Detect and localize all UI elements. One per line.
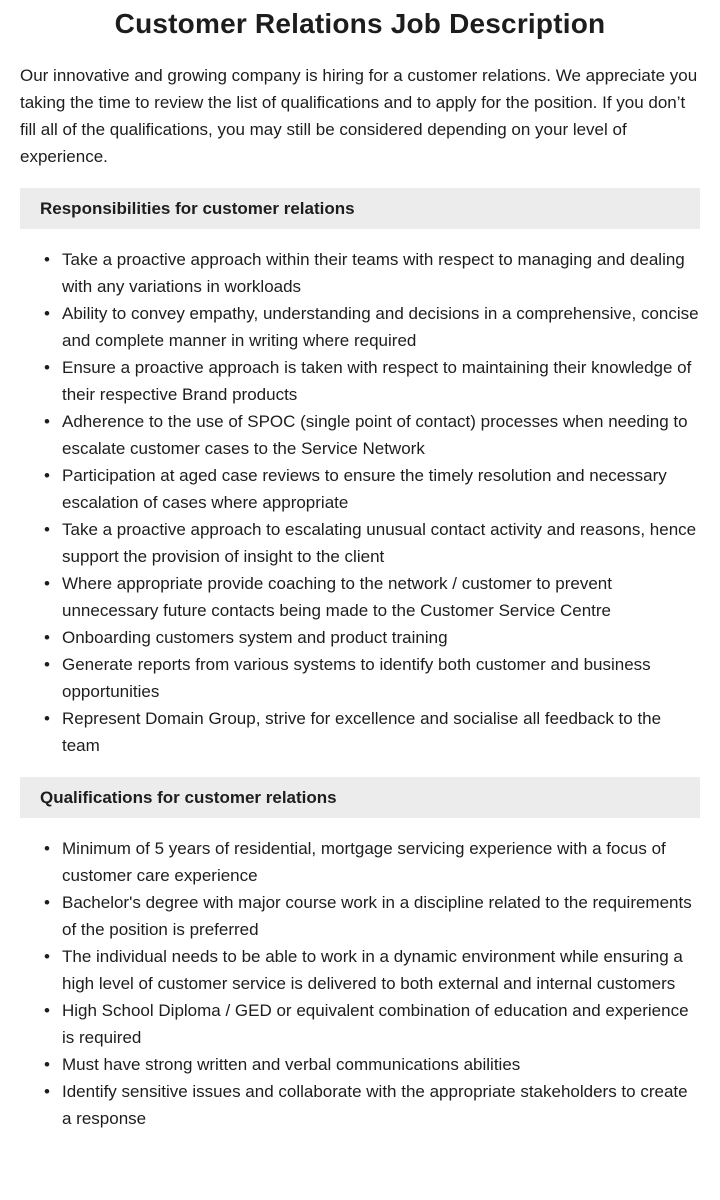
list-item: • Ability to convey empathy, understanding and decisions in a comprehensive, concise and complete manner in writing where required bbox=[20, 300, 700, 354]
section-qualifications bbox=[20, 777, 700, 1132]
page-title: Customer Relations Job Description bbox=[114, 8, 606, 39]
list-item: • Adherence to the use of SPOC (single point of contact) processes when needing to escalate customer cases to the Service Network bbox=[20, 408, 700, 462]
list-item: • Bachelor's degree with major course work in a discipline related to the requirements of the position is preferred bbox=[20, 889, 700, 943]
qualifications-list bbox=[20, 835, 700, 1132]
list-item: • Participation at aged case reviews to ensure the timely resolution and necessary escalation of cases where appropriate bbox=[20, 462, 700, 516]
list-item: • Where appropriate provide coaching to the network / customer to prevent unnecessary future contacts being made to the Customer Service Centre bbox=[20, 570, 700, 624]
list-item: • High School Diploma / GED or equivalent combination of education and experience is required bbox=[20, 997, 700, 1051]
list-item: • Identify sensitive issues and collaborate with the appropriate stakeholders to create a response bbox=[20, 1078, 700, 1132]
list-item: • Generate reports from various systems to identify both customer and business opportunities bbox=[20, 651, 700, 705]
section-heading-qualifications: Qualifications for customer relations bbox=[20, 777, 700, 818]
list-item: • Onboarding customers system and product training bbox=[20, 624, 700, 651]
list-item: • The individual needs to be able to work in a dynamic environment while ensuring a high level of customer service is delivered to both external and internal customers bbox=[20, 943, 700, 997]
list-item: • Take a proactive approach to escalating unusual contact activity and reasons, hence support the provision of insight to the client bbox=[20, 516, 700, 570]
intro-paragraph: Our innovative and growing company is hiring for a customer relations. We appreciate you taking the time to review the list of qualifications and to apply for the position. If you don’t fill all of the qualifications, you may still be considered depending on your level of experience. bbox=[20, 66, 698, 166]
section-heading-responsibilities: Responsibilities for customer relations bbox=[20, 188, 700, 229]
list-item: • Minimum of 5 years of residential, mortgage servicing experience with a focus of customer care experience bbox=[20, 835, 700, 889]
job-description-page bbox=[0, 8, 720, 1132]
responsibilities-list bbox=[20, 246, 700, 759]
section-responsibilities bbox=[20, 188, 700, 759]
list-item: • Must have strong written and verbal communications abilities bbox=[20, 1051, 700, 1078]
list-item: • Ensure a proactive approach is taken with respect to maintaining their knowledge of their respective Brand products bbox=[20, 354, 700, 408]
list-item: • Represent Domain Group, strive for excellence and socialise all feedback to the team bbox=[20, 705, 700, 759]
list-item: • Take a proactive approach within their teams with respect to managing and dealing with any variations in workloads bbox=[20, 246, 700, 300]
